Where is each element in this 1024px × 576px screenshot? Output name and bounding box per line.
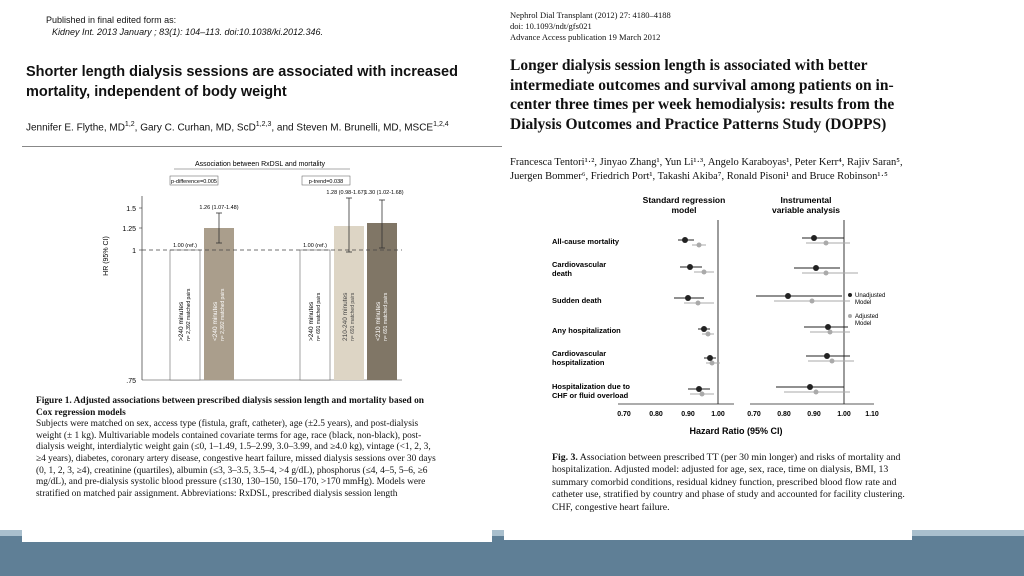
row-label-chf-2: CHF or fluid overload [552, 391, 629, 400]
right-paper-panel [504, 4, 912, 540]
bar-4-value: 1.28 (0.98-1.67) [326, 190, 366, 196]
bar-over-240-b [300, 250, 330, 380]
bar-over-240-a [170, 250, 200, 380]
tick-right-0-70: 0.70 [747, 411, 761, 418]
tick-right-1-10: 1.10 [865, 411, 879, 418]
row-label-any-hosp: Any hospitalization [552, 326, 621, 335]
header-standard-2: model [671, 205, 697, 215]
tick-left-0-70: 0.70 [617, 411, 631, 418]
header-instrumental-2: variable analysis [771, 205, 841, 215]
tick-left-0-80: 0.80 [649, 411, 663, 418]
legend-unadjusted-2: Model [855, 300, 872, 306]
pub-line-2: Kidney Int. 2013 January ; 83(1): 104–113. doi:10.1038/ki.2012.346. [52, 27, 324, 37]
tick-right-1-00: 1.00 [837, 411, 851, 418]
journal-doi: doi: 10.1093/ndt/gfs021 [510, 21, 592, 31]
p-trend-label: p-trend=0.038 [308, 179, 344, 185]
left-paper-panel [22, 6, 492, 542]
row-label-chf-1: Hospitalization due to [552, 382, 630, 391]
legend-adjusted-marker [848, 314, 852, 318]
tick-left-1-00: 1.00 [711, 411, 725, 418]
tick-left-0-90: 0.90 [681, 411, 695, 418]
y-tick-1-5: 1.5 [126, 206, 136, 213]
bottom-band [0, 536, 1024, 576]
figure-1-title: Association between RxDSL and mortality [194, 161, 326, 168]
row-label-cv-death-1: Cardiovascular [552, 260, 607, 269]
left-paper-authors [26, 118, 486, 134]
bar-2-value: 1.26 (1.07-1.48) [199, 205, 239, 211]
header-rule [22, 146, 502, 147]
pub-line-1: Published in final edited form as: [46, 15, 177, 25]
publication-info [46, 14, 323, 38]
bar-4-name: 210-240 minutes [342, 292, 349, 341]
author-3: , and Steven M. Brunelli, MD, MSCE [271, 122, 434, 134]
figure-3-caption-text: Association between prescribed TT (per 30 min longer) and risks of mortality and hospitalization. Adjusted model: adjusted for age, sex, race, time on dialysis, BMI, 13 summary comorbid conditions, residual kidney function, prescribed blood flow rate and catheter use, stratified by country and phase of study and accounted for facility clustering. CHF, congestive heart failure. [552, 452, 905, 513]
tick-right-0-80: 0.80 [777, 411, 791, 418]
legend-adjusted-1: Adjusted [855, 314, 879, 320]
figure-3-caption-title: Fig. 3. [552, 452, 578, 463]
row-label-cv-hosp-1: Cardiovascular [552, 349, 607, 358]
figure-1-caption-text: Subjects were matched on sex, access type (fistula, graft, catheter), age (±2.5 years), and post-dialysis weight (± 1 kg). Multivariable models contained covariate terms for age, race (black, non-black), post-dialysis weight, interdialytic weight gain (≤0, 1–1.49, 1.5–2.99, 3.0–3.99, and ≥4.0 kg), vintage (<1, 2, 3, ≥4 years), diabetes, coronary artery disease, congestive heart failure, missed dialysis sessions over 30 days (0, 1, 2, 3, ≥4), creatinine (quartiles), albumin (≤3, 3–3.5, 3.5–4, >4 g/dL), phosphorus (≤4, 4–5, 5–6, ≥6 mg/dL), and pre-dialysis systolic blood pressure (≤130, 130–150, 150–170, >170 mmHg). Models were stratified on matched pair assignment. Abbreviations: RxDSL, prescribed dialysis session length [36, 419, 436, 499]
row-label-all-cause: All-cause mortality [552, 237, 620, 246]
row-label-cv-death-2: death [552, 269, 573, 278]
header-standard-1: Standard regression [642, 195, 726, 205]
y-tick-1-25: 1.25 [122, 226, 136, 233]
forest-right-intervals [756, 235, 858, 395]
journal-meta [510, 10, 671, 43]
bar-1-n: n= 2,392 matched pairs [186, 288, 192, 341]
bar-4-n: n= 691 matched pairs [350, 292, 356, 341]
bar-2-n: n= 2,392 matched pairs [220, 288, 226, 341]
bar-2-name: <240 minutes [212, 301, 219, 341]
author-2-affil: 1,2,3 [255, 121, 272, 128]
figure-1-caption-title: Figure 1. Adjusted associations between prescribed dialysis session length and mortality based on Cox regression models [36, 396, 424, 418]
figure-3-forest-plot [544, 192, 914, 454]
author-3-affil: 1,2,4 [433, 121, 449, 128]
y-tick-1: 1 [132, 248, 136, 255]
y-tick-0-75: .75 [126, 378, 136, 385]
figure-1-bar-chart [103, 156, 412, 388]
bar-under-240 [204, 228, 234, 380]
legend-adjusted-2: Model [855, 321, 872, 327]
journal-citation: Nephrol Dial Transplant (2012) 27: 4180–4188 [510, 10, 671, 20]
bar-5-value: 1.30 (1.02-1.68) [364, 190, 404, 196]
bar-1-value: 1.00 (ref.) [173, 243, 197, 249]
bar-1-name: >240 minutes [178, 301, 185, 341]
bar-3-n: n= 691 matched pairs [316, 292, 322, 341]
journal-advance-access: Advance Access publication 19 March 2012 [510, 32, 661, 42]
p-difference-label: p-difference=0.005 [171, 179, 217, 185]
bar-5-n: n= 691 matched pairs [383, 292, 389, 341]
author-1: Jennifer E. Flythe, MD [26, 122, 125, 134]
forest-left-intervals [674, 237, 720, 397]
author-1-affil: 1,2 [124, 121, 135, 128]
bar-3-name: >240 minutes [308, 301, 315, 341]
x-axis-label: Hazard Ratio (95% CI) [689, 426, 783, 436]
row-label-sudden-death: Sudden death [552, 296, 602, 305]
row-label-cv-hosp-2: hospitalization [552, 358, 605, 367]
right-paper-title: Longer dialysis session length is associated with better intermediate outcomes and survival among patients on in-center three times per week hemodialysis: results from the Dialysis Outcomes and Practice Patterns Study (DOPPS) [510, 57, 895, 133]
header-instrumental-1: Instrumental [780, 195, 832, 205]
left-paper-title: Shorter length dialysis sessions are associated with increased mortality, independent of body weight [26, 64, 458, 100]
right-paper-authors: Francesca Tentori¹·², Jinyao Zhang¹, Yun Li¹·³, Angelo Karaboyas¹, Peter Kerr⁴, Rajiv Saran⁵, Juergen Bommer⁶, Friedrich Port¹, Takashi Akiba⁷, Ronald Pisoni¹ and Bruce Robinson¹·⁵ [510, 157, 903, 182]
legend-unadjusted-1: Unadjusted [855, 293, 886, 299]
figure-3-caption [552, 452, 908, 514]
bar-5-name: <210 minutes [375, 301, 382, 341]
bar-3-value: 1.00 (ref.) [303, 243, 327, 249]
figure-1-caption [36, 396, 436, 500]
legend-unadjusted-marker [848, 293, 852, 297]
tick-right-0-90: 0.90 [807, 411, 821, 418]
y-axis-label: HR (95% CI) [103, 236, 110, 276]
author-2: , Gary C. Curhan, MD, ScD [134, 122, 256, 134]
